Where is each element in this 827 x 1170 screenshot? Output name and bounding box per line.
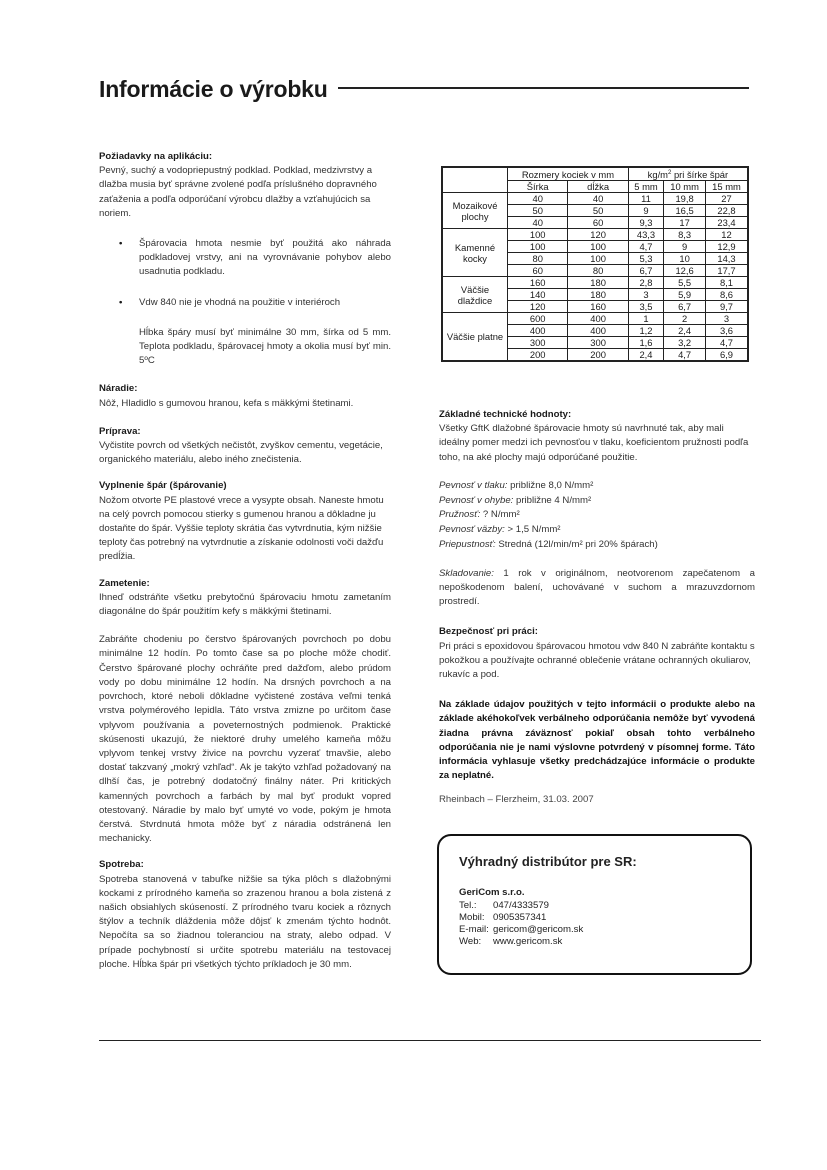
- table-row: [442, 277, 748, 289]
- requirements-bullet-1: [119, 237, 391, 280]
- safety-section: [439, 625, 755, 682]
- table-cell: 43,3: [628, 229, 663, 241]
- table-header-row: [442, 167, 748, 181]
- table-cell: 1,6: [628, 337, 663, 349]
- table-group-label: Kamenné kocky: [442, 229, 508, 277]
- table-cell: 27: [706, 193, 749, 205]
- requirements-heading: Požiadavky na aplikáciu:: [99, 151, 213, 162]
- bottom-rule: [99, 1040, 761, 1041]
- table-cell: 300: [568, 337, 628, 349]
- table-cell: 120: [568, 229, 628, 241]
- technical-text: Všetky GftK dlažobné špárovacie hmoty sú navrhnuté tak, aby mali ideálny pomer medzi ich pevnosťou v tlaku, koeficientom pružnosti podľa toho, na aké plochy majú odporúčané použitie.: [439, 423, 749, 463]
- distributor-box: [437, 834, 752, 975]
- contact-label: Web:: [459, 936, 482, 947]
- table-cell: 5,3: [628, 253, 663, 265]
- table-cell: 11: [628, 193, 663, 205]
- contact-email[interactable]: [459, 924, 583, 936]
- table-cell: 8,1: [706, 277, 749, 289]
- table-cell: 100: [508, 229, 568, 241]
- property-permeability: [439, 538, 755, 553]
- table-cell: 4,7: [664, 349, 706, 362]
- property-value: približne 4 N/mm²: [513, 494, 592, 506]
- table-cell: 2: [664, 313, 706, 325]
- requirements-bullet-2: [119, 296, 391, 310]
- table-cell: 200: [508, 349, 568, 362]
- table-cell: 14,3: [706, 253, 749, 265]
- table-cell: 6,7: [664, 301, 706, 313]
- table-cell: 60: [508, 265, 568, 277]
- table-cell: 8,6: [706, 289, 749, 301]
- filling-section: [99, 479, 391, 564]
- table-cell: 22,8: [706, 205, 749, 217]
- sweeping-section: [99, 577, 391, 847]
- table-cell: 400: [568, 325, 628, 337]
- technical-heading: Základné technické hodnoty:: [439, 409, 572, 420]
- contact-phone: [459, 900, 583, 912]
- table-row: [442, 313, 748, 325]
- table-group-label: Mozaikové plochy: [442, 193, 508, 229]
- table-cell: 100: [508, 241, 568, 253]
- table-cell: 40: [508, 193, 568, 205]
- table-cell: 17: [664, 217, 706, 229]
- table-cell: 40: [508, 217, 568, 229]
- table-cell: 19,8: [664, 193, 706, 205]
- contact-value: 0905357341: [493, 912, 547, 923]
- table-cell: 180: [568, 289, 628, 301]
- col-15mm: 15 mm: [706, 181, 749, 193]
- table-cell: 2,8: [628, 277, 663, 289]
- table-cell: 180: [568, 277, 628, 289]
- table-cell: 16,5: [664, 205, 706, 217]
- contact-label: E-mail:: [459, 924, 489, 935]
- contact-value[interactable]: www.gericom.sk: [493, 936, 563, 947]
- table-cell: 600: [508, 313, 568, 325]
- table-cell: 160: [508, 277, 568, 289]
- table-cell: 10: [664, 253, 706, 265]
- table-cell: 2,4: [664, 325, 706, 337]
- bullet-icon: •: [119, 296, 123, 308]
- requirements-text: Pevný, suchý a vodopriepustný podklad. Podklad, medzivrstvy a dlažba musia byť správne zvolené podľa príslušného dopravného zaťaženia a podľa odporúčaní výrobcu dlažby a vzťahujúcich sa noriem.: [99, 165, 377, 219]
- consumption-text: Spotreba stanovená v tabuľke nižšie sa týka plôch s dlažobnými kockami z prírodného kameňa so zrazenou hranou a bola zistená z našich obsiahlych skúseností. Z prírodného tvaru kociek a rôznych štýlov a techník dláždenia môže dôjsť k zmenám týchto hodnôt. Nepočíta sa so žiadnou toleranciou na straty, alebo odpad. V prípade pochybností si určite spotrebu materiálu na testovacej ploche. Hĺbka špár pri všetkých týchto príkladoch je 30 mm.: [99, 873, 391, 970]
- table-row: [442, 229, 748, 241]
- contact-value[interactable]: gericom@gericom.sk: [493, 924, 584, 935]
- table-cell: 50: [568, 205, 628, 217]
- table-header-cons-prefix: kg/m: [647, 169, 668, 181]
- contact-mobile: [459, 912, 583, 924]
- col-length: dĺžka: [568, 181, 628, 193]
- table-cell: 4,7: [628, 241, 663, 253]
- distributor-contacts: [459, 900, 583, 948]
- preparation-heading: Príprava:: [99, 425, 141, 437]
- property-value: približne 8,0 N/mm²: [507, 479, 594, 491]
- table-cell: 6,7: [628, 265, 663, 277]
- property-compressive: [439, 479, 755, 494]
- table-cell: 160: [568, 301, 628, 313]
- table-cell: 300: [508, 337, 568, 349]
- table-cell: 9: [664, 241, 706, 253]
- consumption-heading: Spotreba:: [99, 859, 144, 871]
- right-column: [439, 408, 755, 808]
- property-value: ? N/mm²: [480, 509, 520, 521]
- table-cell: 140: [508, 289, 568, 301]
- table-cell: 1: [628, 313, 663, 325]
- distributor-company: GeriCom s.r.o.: [459, 887, 525, 898]
- table-cell: 60: [568, 217, 628, 229]
- sweeping-heading: Zametenie:: [99, 577, 150, 589]
- table-cell: 100: [568, 241, 628, 253]
- preparation-text: Vyčistite povrch od všetkých nečistôt, zvyškov cementu, vegetácie, organického materiálu, alebo iného znečistenia.: [99, 440, 383, 466]
- consumption-section: [99, 858, 391, 972]
- tools-heading: Náradie:: [99, 383, 138, 395]
- property-label: Pevnosť väzby:: [439, 524, 505, 536]
- consumption-table: [441, 166, 749, 362]
- table-header-cons-sup: 2: [668, 170, 672, 176]
- joint-depth-note: Hĺbka špáry musí byť minimálne 30 mm, šírka od 5 mm. Teplota podkladu, špárovacej hmoty a okolia musí byť min. 5ºC: [139, 326, 391, 367]
- properties-list: [439, 479, 755, 553]
- filling-heading: Vyplnenie špár (špárovanie): [99, 480, 227, 492]
- table-cell: 17,7: [706, 265, 749, 277]
- property-flexural: [439, 494, 755, 509]
- table-cell: 80: [568, 265, 628, 277]
- table-cell: 1,2: [628, 325, 663, 337]
- col-10mm: 10 mm: [664, 181, 706, 193]
- safety-heading: Bezpečnosť pri práci:: [439, 626, 538, 638]
- table-group-label: Väčšie platne: [442, 313, 508, 362]
- table-cell: 9,3: [628, 217, 663, 229]
- table-row: [442, 193, 748, 205]
- table-header-consumption: [628, 167, 748, 181]
- bullet-icon: •: [119, 238, 123, 250]
- table-cell: 3,5: [628, 301, 663, 313]
- table-cell: 4,7: [706, 337, 749, 349]
- contact-value: 047/4333579: [493, 900, 550, 911]
- technical-section: [439, 408, 755, 609]
- tools-section: [99, 382, 391, 410]
- storage-note: [439, 567, 755, 610]
- property-value: > 1,5 N/mm²: [504, 524, 561, 536]
- bullet-text: Špárovacia hmota nesmie byť použitá ako náhrada podkladovej vrstvy, ani na vyrovnávanie pohybov alebo usadnutia podkladu.: [139, 238, 391, 278]
- table-header-cons-suffix: pri šírke špár: [671, 169, 729, 181]
- property-label: Pevnosť v ohybe:: [439, 494, 514, 506]
- table-cell: 120: [508, 301, 568, 313]
- table-group-label: Väčšie dlaždice: [442, 277, 508, 313]
- property-label: Pružnosť:: [439, 509, 481, 521]
- tools-text: Nôž, Hladidlo s gumovou hranou, kefa s mäkkými štetinami.: [99, 397, 354, 409]
- bullet-text: Vdw 840 nie je vhodná na použitie v interiéroch: [139, 296, 341, 308]
- table-cell: 100: [568, 253, 628, 265]
- filling-text: Nožom otvorte PE plastové vrece a vysypte obsah. Naneste hmotu na celý povrch pomocou stierky s gumenou hranou a dôkladne ju dostaňte do špár. Vyššie teploty skrátia čas vytvrdnutia, kým nižšie teploty čas potrebný na vytvrdnutie a získanie odolnosti voči dažďu predĺžia.: [99, 494, 384, 563]
- table-cell: 50: [508, 205, 568, 217]
- table-cell: 23,4: [706, 217, 749, 229]
- distributor-title: Výhradný distribútor pre SR:: [459, 854, 637, 869]
- contact-label: Mobil:: [459, 912, 485, 923]
- storage-label: Skladovanie:: [439, 567, 494, 579]
- table-corner-cell: [442, 167, 508, 193]
- sweeping-text: Ihneď odstráňte všetku prebytočnú špárovaciu hmotu zametaním diagonálne do špár použitím kefy s mäkkými štetinami.: [99, 591, 391, 618]
- table-cell: 400: [508, 325, 568, 337]
- table-cell: 9,7: [706, 301, 749, 313]
- property-bond: [439, 523, 755, 538]
- col-5mm: 5 mm: [628, 181, 663, 193]
- table-header-dims: Rozmery kociek v mm: [508, 167, 629, 181]
- storage-text: 1 rok v originálnom, neotvorenom zapečatenom a nepoškodenom balení, uchovávané v suchom a mrazuvzdornom prostredí.: [439, 567, 755, 608]
- table-cell: 12: [706, 229, 749, 241]
- table-cell: 400: [568, 313, 628, 325]
- preparation-section: [99, 425, 391, 468]
- sweeping-text-2: Zabráňte chodeniu po čerstvo špárovaných povrchoch po dobu minimálne 12 hodín. Po tomto čase sa po ploche môže chodiť. Čerstvo špárované plochy ochráňte pred dažďom, alebo prúdom vody po dobu minimálne 12 hodín. Na drsných povrchoch a na povrchoch, ktoré neboli dôkladne vyčistené zostáva veľmi tenká vrstva polymérového lepidla. Táto vrstva zmizne po určitom čase vplyvom používania a poveternostných podmienok. Praktické skúsenosti ukazujú, že niektoré druhy umelého kameňa môžu vplyvom tenkej vrstvy živice na povrchu vyzerať tmavšie, alebo dostať takzvaný „mokrý vzhľad“. Ak je takýto vzhľad požadovaný na dlhší čas, je potrebný dodatočný finálny náter. Pri kritických kamenných povrchoch a farbách by mal byť produkt vopred otestovaný. Náradie by malo byť umyté vo vode, pokým je hmota čerstvá. Stvrdnutá hmota môže byť z náradia odstránená len mechanicky.: [99, 634, 391, 845]
- table-cell: 80: [508, 253, 568, 265]
- property-label: Priepustnosť:: [439, 539, 496, 550]
- requirements-section: [99, 150, 391, 368]
- col-width: Šírka: [508, 181, 568, 193]
- contact-web[interactable]: [459, 936, 583, 948]
- table-cell: 8,3: [664, 229, 706, 241]
- table-cell: 40: [568, 193, 628, 205]
- legal-disclaimer: Na základe údajov použitých v tejto informácii o produkte alebo na základe akéhokoľvek verbálneho odporúčania nemôže byť vyvodená žiadna právna záväznosť pokiaľ obsah tohto verbálneho odporúčania nie je nami výslovne potvrdený v písomnej forme. Táto informácia vyhlasuje všetky predchádzajúce informácie o produkte za neplatné.: [439, 699, 755, 782]
- safety-text: Pri práci s epoxidovou špárovacou hmotou vdw 840 N zabráňte kontaktu s pokožkou a používajte ochranné oblečenie vrátane ochranných okuliarov, rukavíc a pod.: [439, 640, 755, 681]
- issue-date: Rheinbach – Flerzheim, 31.03. 2007: [439, 794, 594, 806]
- table-cell: 3,2: [664, 337, 706, 349]
- property-elasticity: [439, 508, 755, 523]
- title-rule: [338, 87, 749, 89]
- contact-label: Tel.:: [459, 900, 477, 911]
- table-cell: 3,6: [706, 325, 749, 337]
- page-title: Informácie o výrobku: [99, 76, 328, 102]
- left-column: [99, 150, 391, 981]
- table-cell: 200: [568, 349, 628, 362]
- table-cell: 5,5: [664, 277, 706, 289]
- table-cell: 6,9: [706, 349, 749, 362]
- property-value: Stredná (12l/min/m² pri 20% špárach): [495, 539, 658, 550]
- table-cell: 5,9: [664, 289, 706, 301]
- property-label: Pevnosť v tlaku:: [439, 479, 508, 491]
- table-cell: 12,6: [664, 265, 706, 277]
- table-cell: 2,4: [628, 349, 663, 362]
- table-cell: 12,9: [706, 241, 749, 253]
- table-cell: 3: [628, 289, 663, 301]
- table-cell: 3: [706, 313, 749, 325]
- table-cell: 9: [628, 205, 663, 217]
